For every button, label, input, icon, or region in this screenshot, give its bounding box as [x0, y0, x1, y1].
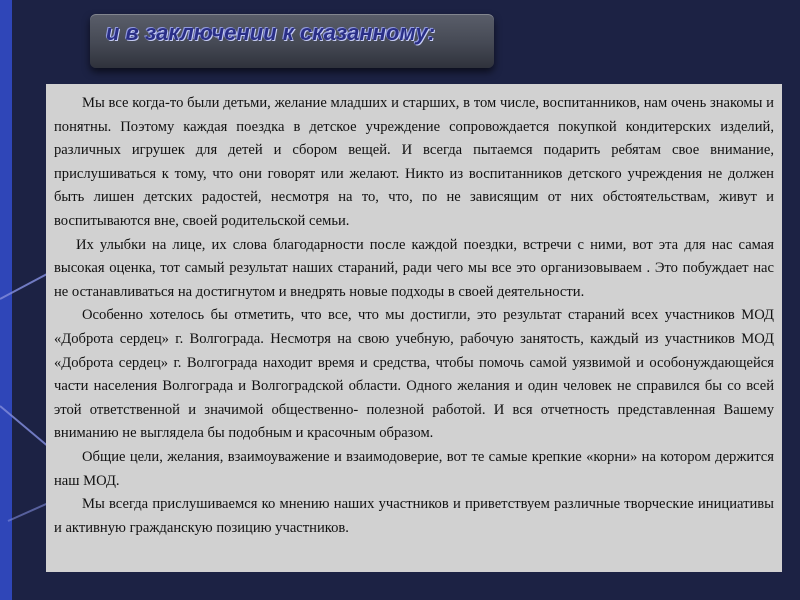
left-accent-bar: [0, 0, 12, 600]
paragraph-2: Их улыбки на лице, их слова благодарности после каждой поездки, встречи с ними, вот эта для нас самая высокая оценка, тот самый результат наших стараний, ради чего мы все это организовываем . Это побуждает нас не останавливаться на достигнутом и внедрять новые подходы в своей деятельности.: [54, 236, 774, 300]
paragraph-1: Мы все когда-то были детьми, желание младших и старших, в том числе, воспитанников, нам очень знакомы и понятны. Поэтому каждая поездка в детское учреждение сопровождается покупкой кондитерских изделий, различных игрушек для детей и сбором вещей. И всегда пытаемся подарить ребятам свое внимание, прислушиваться к тому, что они говорят или желают. Никто из воспитанников детского учреждения не должен быть лишен детских радостей, несмотря на то, что, по не зависящим от них обстоятельствам, живут и воспитываются вне, своей родительской семьи.: [54, 95, 774, 229]
paragraph-5: Мы всегда прислушиваемся ко мнению наших участников и приветствуем различные творческие инициативы и активную гражданскую позицию участников.: [54, 496, 774, 536]
paragraph-3: Особенно хотелось бы отметить, что все, что мы достигли, это результат стараний всех участников МОД «Доброта сердец» г. Волгограда. Несмотря на свою учебную, рабочую занятость, каждый из участников МОД «Доброта сердец» г. Волгограда находит время и средства, чтобы помочь самой уязвимой и особонуждающейся части населения Волгограда и Волгоградской области. Одного желания и один человек не справился бы со всей этой ответственной и значимой общественно- полезной работой. И вся отчетность представленная Вашему вниманию не выглядела бы подобным и красочным образом.: [54, 307, 774, 442]
paragraph-4: Общие цели, желания, взаимоуважение и взаимодоверие, вот те самые крепкие «корни» на котором держится наш МОД.: [54, 448, 774, 489]
slide-title-box: [90, 14, 494, 68]
slide-title: и в заключении к сказанному:: [106, 20, 436, 45]
text-panel: [46, 84, 782, 572]
